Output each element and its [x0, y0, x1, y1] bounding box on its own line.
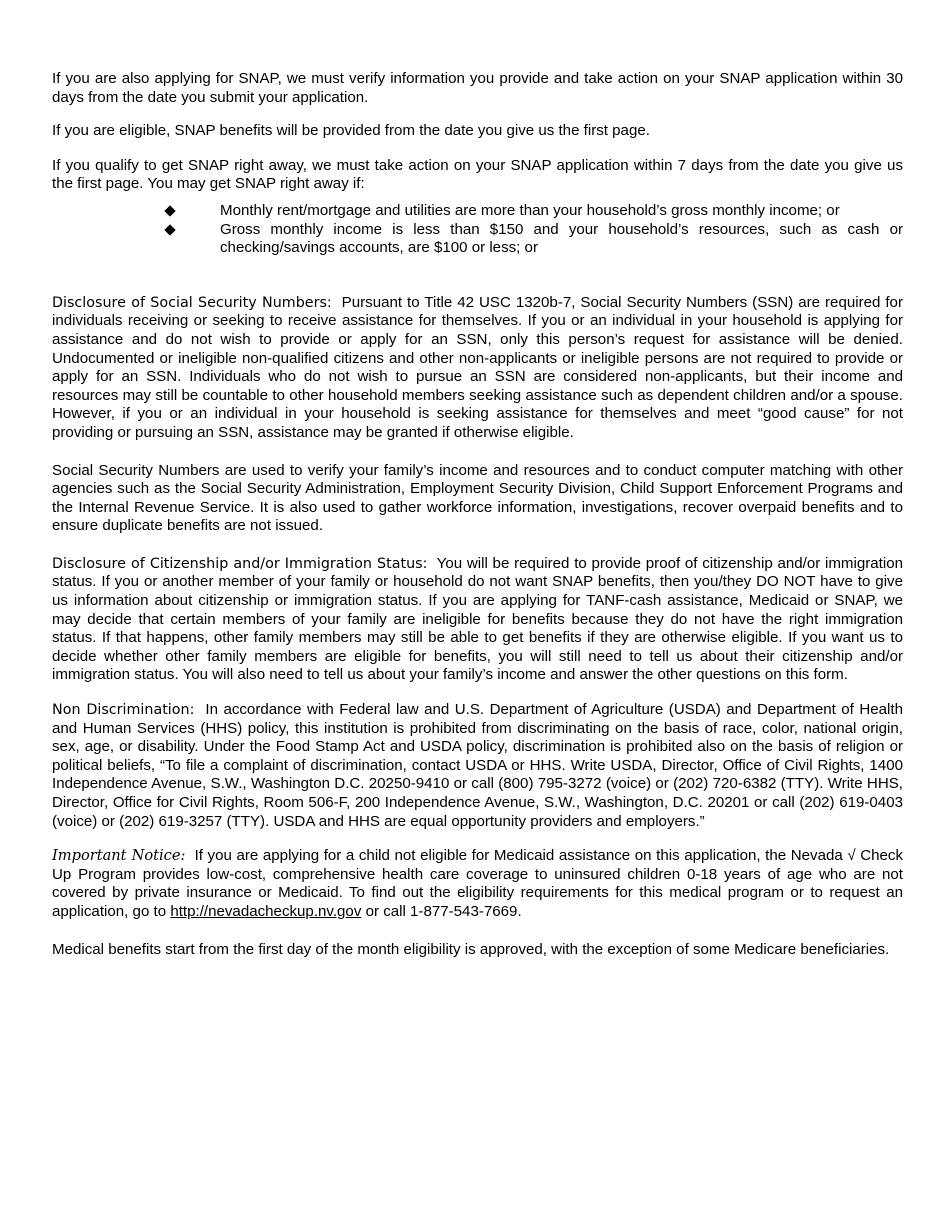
important-notice-body-end: or call 1-877-543-7669. — [365, 902, 522, 920]
important-notice-paragraph — [52, 847, 903, 921]
nondiscrimination-heading: Non Discrimination: — [52, 702, 195, 719]
snap-right-away-paragraph: If you qualify to get SNAP right away, we must take action on your SNAP application within 7 days from the date you give us the first page. You may get SNAP right away if: — [52, 156, 903, 193]
list-item-text: Monthly rent/mortgage and utilities are more than your household’s gross monthly income; or — [220, 201, 840, 219]
ssn-disclosure-body: Pursuant to Title 42 USC 1320b-7, Social Security Numbers (SSN) are required for individuals receiving or seeking to receive assistance for themselves. If you or an individual in your household is applying for assistance and do not wish to provide or apply for an SSN, only this person’s request for assistance will be denied. Undocumented or ineligible non-qualified citizens and other non-applicants or ineligible persons are not required to provide or apply for an SSN. Individuals who do not wish to pursue an SSN are considered non-applicants, but their income and resources may still be countable to other household members seeking assistance such as dependent children and/or a spouse. However, if you or an individual in your household is seeking assistance for themselves and meet “good cause” for not providing or pursuing an SSN, assistance may be granted if otherwise eligible. — [52, 293, 903, 441]
snap-eligible-paragraph: If you are eligible, SNAP benefits will be provided from the date you give us the first page. — [52, 122, 650, 140]
citizenship-disclosure-paragraph — [52, 555, 903, 685]
ssn-disclosure-paragraph — [52, 294, 903, 443]
important-notice-body: If you are applying for a child not eligible for Medicaid assistance on this application, the Nevada √ Check Up Program provides low-cost, comprehensive health care coverage to uninsured children 0-18 years of age who are not covered by private insurance or Medicaid. To find out the eligibility requirements for this medical program or to request an application, go to — [52, 847, 903, 920]
list-item-text: Gross monthly income is less than $150 and your household’s resources, such as cash or checking/savings accounts, are $100 or less; or — [220, 220, 903, 257]
important-notice-heading: Important Notice: — [52, 847, 186, 865]
ssn-disclosure-heading: Disclosure of Social Security Numbers: — [52, 294, 332, 311]
nondiscrimination-body: In accordance with Federal law and U.S. Department of Agriculture (USDA) and Department of Health and Human Services (HHS) policy, this institution is prohibited from discriminating on the basis of race, color, national origin, sex, age, or disability. Under the Food Stamp Act and USDA policy, discrimination is prohibited also on the basis of religion or political beliefs, “To file a complaint of discrimination, contact USDA or HHS. Write USDA, Director, Office of Civil Rights, 1400 Independence Avenue, S.W., Washington D.C. 20250-9410 or call (800) 795-3272 (voice) or (202) 720-6382 (TTY). Write HHS, Director, Office for Civil Rights, Room 506-F, 200 Independence Avenue, S.W., Washington, D.C. 20201 or call (202) 619-0403 (voice) or (202) 619-3257 (TTY). USDA and HHS are equal opportunity providers and employers.” — [52, 701, 903, 830]
medical-benefits-paragraph: Medical benefits start from the first day of the month eligibility is approved, with the exception of some Medicare beneficiaries. — [52, 940, 890, 958]
list-item — [52, 221, 903, 258]
document-page — [52, 70, 903, 959]
snap-verify-paragraph: If you are also applying for SNAP, we must verify information you provide and take action on your SNAP application within 30 days from the date you submit your application. — [52, 70, 903, 106]
list-item — [52, 202, 903, 221]
citizenship-disclosure-heading: Disclosure of Citizenship and/or Immigration Status: — [52, 555, 428, 572]
snap-criteria-list — [52, 202, 903, 258]
diamond-bullet-icon — [164, 205, 175, 216]
diamond-bullet-icon — [164, 224, 175, 235]
citizenship-disclosure-body: You will be required to provide proof of citizenship and/or immigration status. If you or another member of your family or household do not want SNAP benefits, then you/they DO NOT have to give us information about citizenship or immigration status. If you are applying for TANF-cash assistance, Medicaid or SNAP, we may decide that certain members of your family are ineligible for benefits because they do not have the right immigration status. If that happens, other family members may still be able to get benefits if they are otherwise eligible. If you want us to decide whether other family members are eligible for benefits, you will still need to tell us about their citizenship and/or immigration status. You will also need to tell us about your family’s income and answer the other questions on this form. — [52, 554, 903, 684]
ssn-usage-paragraph: Social Security Numbers are used to verify your family’s income and resources and to conduct computer matching with other agencies such as the Social Security Administration, Employment Security Division, Child Support Enforcement Programs and the Internal Revenue Service. It is also used to gather workforce information, investigations, recover overpaid benefits and to ensure duplicate benefits are not issued. — [52, 461, 903, 535]
nevada-checkup-link[interactable]: http://nevadacheckup.nv.gov — [170, 902, 362, 920]
nondiscrimination-paragraph — [52, 701, 903, 831]
